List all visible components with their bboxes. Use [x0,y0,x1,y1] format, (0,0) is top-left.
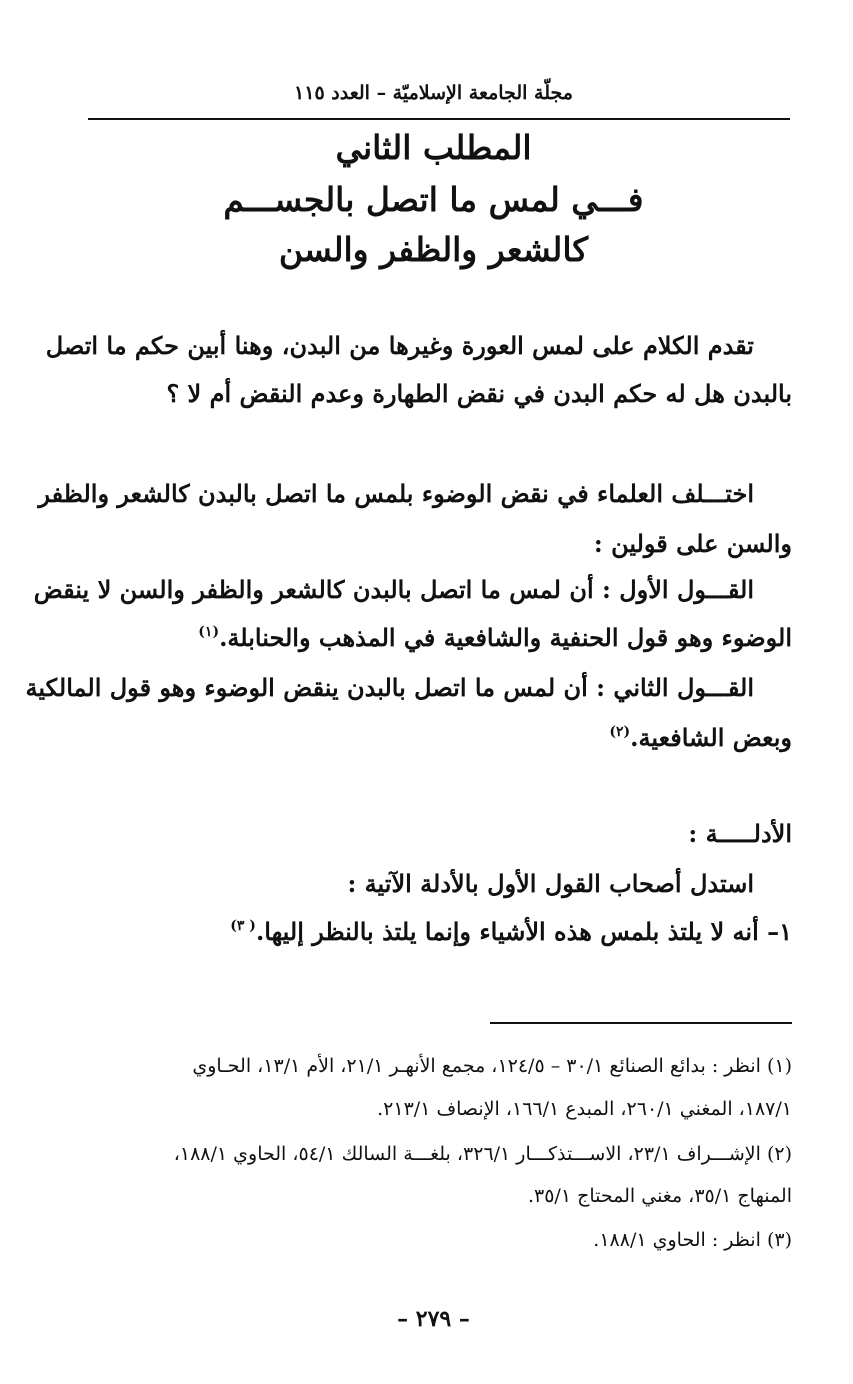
intro-paragraph-line-1: تقدم الكلام على لمس العورة وغيرها من البدن، وهنا أبين حكم ما اتصل [45,331,754,360]
first-view-line-1: القـــول الأول : أن لمس ما اتصل بالبدن كالشعر والظفر والسن لا ينقض [33,575,754,604]
footnote-ref-1: (١) [198,624,220,640]
section-title-line-3: كالشعر والظفر والسن [278,230,589,269]
header-rule [88,118,790,120]
section-title-line-2: فـــي لمس ما اتصل بالجســـم [223,180,644,219]
evidence-intro: استدل أصحاب القول الأول بالأدلة الآتية : [347,869,754,898]
evidence-item-1-text: ١– أنه لا يلتذ بلمس هذه الأشياء وإنما يلتذ بالنظر إليها. [255,917,792,946]
running-header: مجلّة الجامعة الإسلاميّة – العدد ١١٥ [294,82,573,104]
first-view-text: الوضوء وهو قول الحنفية والشافعية في المذهب والحنابلة. [219,623,792,652]
dispute-paragraph-line-1: اختـــلف العلماء في نقض الوضوء بلمس ما اتصل بالبدن كالشعر والظفر [38,479,754,508]
first-view-line-2 [80,622,792,654]
section-title-line-1: المطلب الثاني [335,128,532,167]
intro-paragraph-line-2: بالبدن هل له حكم البدن في نقض الطهارة وعدم النقض أم لا ؟ [166,379,792,408]
dispute-paragraph-line-2: والسن على قولين : [593,529,792,558]
footnote-1-line-1: (١) انظر : بدائع الصنائع ٣٠/١ – ١٢٤/٥، مجمع الأنهـر ٢١/١، الأم ١٣/١، الحـاوي [192,1055,792,1077]
page-number: – ٢٧٩ – [397,1306,470,1332]
footnote-1-line-2: ١٨٧/١، المغني ٢٦٠/١، المبدع ١٦٦/١، الإنصاف ٢١٣/١. [377,1098,792,1120]
second-view-line-1: القـــول الثاني : أن لمس ما اتصل بالبدن ينقض الوضوء وهو قول المالكية [25,673,754,702]
footnote-2-line-2: المنهاج ٣٥/١، مغني المحتاج ٣٥/١. [527,1185,792,1207]
second-view-line-2 [80,722,792,754]
evidence-item-1 [80,916,792,948]
evidence-heading: الأدلـــــة : [688,819,792,848]
footnote-ref-3: ( ٣) [230,918,256,934]
footnote-rule [490,1022,792,1024]
footnote-2-line-1: (٢) الإشـــراف ٢٣/١، الاســـتذكـــار ٣٢٦/١، بلغـــة السالك ٥٤/١، الحاوي ١٨٨/١، [173,1143,792,1165]
second-view-text: وبعض الشافعية. [630,723,792,752]
footnote-3-line-1: (٣) انظر : الحاوي ١٨٨/١. [593,1229,792,1251]
footnote-ref-2: (٢) [609,724,631,740]
